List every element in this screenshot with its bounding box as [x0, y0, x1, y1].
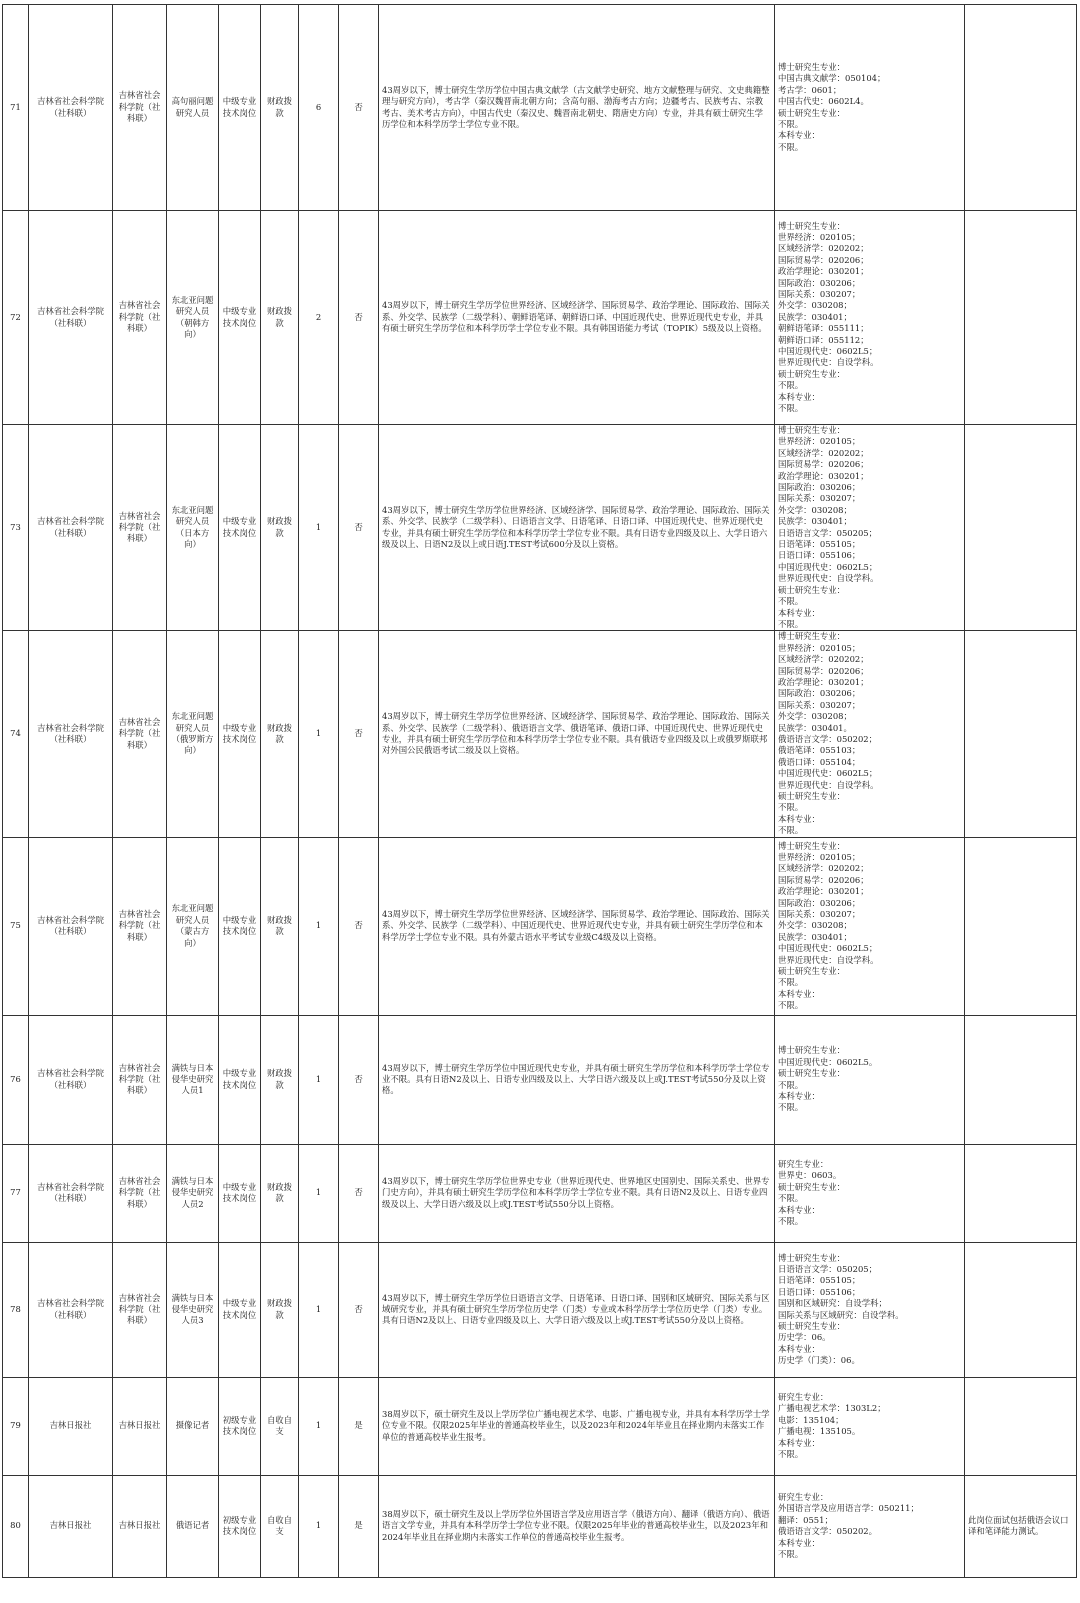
headcount-cell: 1: [299, 631, 339, 837]
major-codes-cell: 博士研究生专业： 世界经济：020105； 区域经济学：020202； 国际贸易学：020206； 政治学理论：030201； 国际政治：030206； 国际关系：030207； 外交学：030208； 民族学：030401； 朝鲜语笔译：055111； 朝鲜语口译：055112； 中国近现代史：0602L5； 世界近现代史：自设学科。 硕士研究生专业： 不限。 本科专业： 不限。: [775, 211, 965, 425]
headcount-cell: 2: [299, 211, 339, 425]
table-row: [3, 631, 1077, 837]
requirement-cell: 43周岁以下，博士研究生学历学位世界史专业（世界近现代史、世界地区史国别史、国际关系史、世界专门史方向），并具有硕士研究生学历学位和本科学历学士学位专业不限。具有日语N2及以上、日语专业四级及以上、大学日语六级及以上或J.TEST考试550分以上资格。: [379, 1144, 775, 1242]
unit-cell: 吉林省社会科学院（社科联）: [29, 837, 113, 1015]
table-row: [3, 1144, 1077, 1242]
note-cell: [965, 425, 1077, 631]
funding-cell: 自收自支: [261, 1475, 299, 1577]
graduate-only-cell: 否: [339, 5, 379, 211]
row-number: 74: [3, 631, 29, 837]
post-level-cell: 中级专业技术岗位: [219, 1144, 261, 1242]
headcount-cell: 6: [299, 5, 339, 211]
post-name-cell: 摄像记者: [167, 1377, 219, 1475]
row-number: 77: [3, 1144, 29, 1242]
graduate-only-cell: 否: [339, 425, 379, 631]
unit-cell: 吉林省社会科学院（社科联）: [29, 1242, 113, 1377]
row-number: 79: [3, 1377, 29, 1475]
graduate-only-cell: 否: [339, 1144, 379, 1242]
department-cell: 吉林省社会科学院（社科联）: [113, 837, 167, 1015]
graduate-only-cell: 否: [339, 837, 379, 1015]
post-name-cell: 高句丽问题研究人员: [167, 5, 219, 211]
requirement-cell: 43周岁以下，博士研究生学历学位中国近现代史专业，并具有硕士研究生学历学位和本科学历学士学位专业不限。具有日语N2及以上、日语专业四级及以上、大学日语六级及以上或J.TEST考试550分及以上资格。: [379, 1015, 775, 1144]
unit-cell: 吉林省社会科学院（社科联）: [29, 1015, 113, 1144]
table-row: [3, 211, 1077, 425]
row-number: 71: [3, 5, 29, 211]
unit-cell: 吉林省社会科学院（社科联）: [29, 5, 113, 211]
department-cell: 吉林日报社: [113, 1377, 167, 1475]
post-level-cell: 中级专业技术岗位: [219, 211, 261, 425]
headcount-cell: 1: [299, 1144, 339, 1242]
note-cell: [965, 211, 1077, 425]
funding-cell: 自收自支: [261, 1377, 299, 1475]
row-number: 75: [3, 837, 29, 1015]
post-level-cell: 中级专业技术岗位: [219, 1242, 261, 1377]
requirement-cell: 43周岁以下，博士研究生学历学位世界经济、区域经济学、国际贸易学、政治学理论、国际政治、国际关系、外交学、民族学（二级学科）、中国近现代史、世界近现代史专业，并具有硕士研究生学历学位和本科学历学士学位专业不限。具有外蒙古语水平考试专业级C4级及以上资格。: [379, 837, 775, 1015]
funding-cell: 财政拨款: [261, 1242, 299, 1377]
unit-cell: 吉林省社会科学院（社科联）: [29, 211, 113, 425]
headcount-cell: 1: [299, 1377, 339, 1475]
requirement-cell: 38周岁以下，硕士研究生及以上学历学位外国语言学及应用语言学（俄语方向）、翻译（俄语方向）、俄语语言文学专业，并具有本科学历学士学位专业不限。仅限2025年毕业的普通高校毕业生，以及2023年和2024年毕业且在择业期内未落实工作单位的普通高校毕业生报考。: [379, 1475, 775, 1577]
headcount-cell: 1: [299, 1015, 339, 1144]
requirement-cell: 43周岁以下，博士研究生学历学位日语语言文学、日语笔译、日语口译、国别和区域研究、国际关系与区域研究专业，并具有硕士研究生学历学位历史学（门类）专业或本科学历学士学位历史学（门类）专业。具有日语N2及以上、日语专业四级及以上、大学日语六级及以上或J.TEST考试550分及以上资格。: [379, 1242, 775, 1377]
post-level-cell: 中级专业技术岗位: [219, 837, 261, 1015]
post-name-cell: 东北亚问题研究人员（蒙古方向）: [167, 837, 219, 1015]
graduate-only-cell: 是: [339, 1377, 379, 1475]
funding-cell: 财政拨款: [261, 837, 299, 1015]
unit-cell: 吉林省社会科学院（社科联）: [29, 425, 113, 631]
table-body: [3, 5, 1077, 1578]
requirement-cell: 43周岁以下，博士研究生学历学位世界经济、区域经济学、国际贸易学、政治学理论、国际政治、国际关系、外交学、民族学（二级学科）、日语语言文学、日语笔译、日语口译、中国近现代史、世界近现代史专业，并具有硕士研究生学历学位和本科学历学士学位专业不限。具有日语专业四级及以上、大学日语六级及以上、日语N2及以上或日语J.TEST考试600分及以上资格。: [379, 425, 775, 631]
table-row: [3, 5, 1077, 211]
note-cell: 此岗位面试包括俄语会议口译和笔译能力测试。: [965, 1475, 1077, 1577]
post-name-cell: 东北亚问题研究人员（俄罗斯方向）: [167, 631, 219, 837]
row-number: 76: [3, 1015, 29, 1144]
graduate-only-cell: 否: [339, 631, 379, 837]
row-number: 78: [3, 1242, 29, 1377]
note-cell: [965, 1242, 1077, 1377]
major-codes-cell: 研究生专业： 外国语言学及应用语言学：050211； 翻译：0551； 俄语语言文学：050202。 本科专业： 不限。: [775, 1475, 965, 1577]
requirement-cell: 43周岁以下，博士研究生学历学位中国古典文献学（古文献学史研究、地方文献整理与研究、文史典籍整理与研究方向），考古学（秦汉魏晋南北朝方向；含高句丽、渤海考古方向；边疆考古、民族考古、宗教考古、美术考古方向），中国古代史（秦汉史、魏晋南北朝史、隋唐史方向）专业，并具有硕士研究生学历学位和本科学历学士学位专业不限。: [379, 5, 775, 211]
major-codes-cell: 研究生专业： 世界史：0603。 硕士研究生专业： 不限。 本科专业： 不限。: [775, 1144, 965, 1242]
graduate-only-cell: 否: [339, 1015, 379, 1144]
requirement-cell: 43周岁以下，博士研究生学历学位世界经济、区域经济学、国际贸易学、政治学理论、国际政治、国际关系、外交学、民族学（二级学科）、俄语语言文学、俄语笔译、俄语口译、中国近现代史、世界近现代史专业，并具有硕士研究生学历学位和本科学历学士学位专业不限。具有俄语专业四级及以上或俄罗斯联邦对外国公民俄语考试二级及以上资格。: [379, 631, 775, 837]
graduate-only-cell: 是: [339, 1475, 379, 1577]
department-cell: 吉林省社会科学院（社科联）: [113, 1144, 167, 1242]
headcount-cell: 1: [299, 837, 339, 1015]
recruitment-table: [2, 4, 1077, 1578]
note-cell: [965, 837, 1077, 1015]
requirement-cell: 38周岁以下，硕士研究生及以上学历学位广播电视艺术学、电影、广播电视专业，并具有本科学历学士学位专业不限。仅限2025年毕业的普通高校毕业生，以及2023年和2024年毕业且在择业期内未落实工作单位的普通高校毕业生报考。: [379, 1377, 775, 1475]
note-cell: [965, 1144, 1077, 1242]
table-row: [3, 837, 1077, 1015]
post-name-cell: 满铁与日本侵华史研究人员2: [167, 1144, 219, 1242]
department-cell: 吉林省社会科学院（社科联）: [113, 425, 167, 631]
major-codes-cell: 博士研究生专业： 世界经济：020105； 区域经济学：020202； 国际贸易学：020206； 政治学理论：030201； 国际政治：030206； 国际关系：030207； 外交学：030208； 民族学：030401； 中国近现代史：0602L5； 世界近现代史：自设学科。 硕士研究生专业： 不限。 本科专业： 不限。: [775, 837, 965, 1015]
table-row: [3, 1377, 1077, 1475]
note-cell: [965, 1377, 1077, 1475]
post-level-cell: 中级专业技术岗位: [219, 631, 261, 837]
headcount-cell: 1: [299, 1475, 339, 1577]
post-name-cell: 俄语记者: [167, 1475, 219, 1577]
graduate-only-cell: 否: [339, 1242, 379, 1377]
graduate-only-cell: 否: [339, 211, 379, 425]
department-cell: 吉林省社会科学院（社科联）: [113, 631, 167, 837]
major-codes-cell: 博士研究生专业： 世界经济：020105； 区域经济学：020202； 国际贸易学：020206； 政治学理论：030201； 国际政治：030206； 国际关系：030207； 外交学：030208； 民族学：030401； 日语语言文学：050205； 日语笔译：055105； 日语口译：055106； 中国近现代史：0602L5； 世界近现代史：自设学科。 硕士研究生专业： 不限。 本科专业： 不限。: [775, 425, 965, 631]
department-cell: 吉林省社会科学院（社科联）: [113, 1242, 167, 1377]
headcount-cell: 1: [299, 425, 339, 631]
post-name-cell: 东北亚问题研究人员（日本方向）: [167, 425, 219, 631]
row-number: 72: [3, 211, 29, 425]
post-level-cell: 中级专业技术岗位: [219, 425, 261, 631]
department-cell: 吉林日报社: [113, 1475, 167, 1577]
table-row: [3, 1475, 1077, 1577]
note-cell: [965, 631, 1077, 837]
post-level-cell: 初级专业技术岗位: [219, 1377, 261, 1475]
funding-cell: 财政拨款: [261, 1015, 299, 1144]
row-number: 73: [3, 425, 29, 631]
table-row: [3, 1242, 1077, 1377]
major-codes-cell: 博士研究生专业： 日语语言文学：050205； 日语笔译：055105； 日语口译：055106； 国别和区域研究：自设学科； 国际关系与区域研究：自设学科。 硕士研究生专业： 历史学：06。 本科专业： 历史学（门类）：06。: [775, 1242, 965, 1377]
funding-cell: 财政拨款: [261, 1144, 299, 1242]
major-codes-cell: 博士研究生专业： 世界经济：020105； 区域经济学：020202； 国际贸易学：020206； 政治学理论：030201； 国际政治：030206； 国际关系：030207； 外交学：030208； 民族学：030401。 俄语语言文学：050202； 俄语笔译：055103； 俄语口译：055104； 中国近现代史：0602L5； 世界近现代史：自设学科。 硕士研究生专业： 不限。 本科专业： 不限。: [775, 631, 965, 837]
post-name-cell: 满铁与日本侵华史研究人员3: [167, 1242, 219, 1377]
unit-cell: 吉林省社会科学院（社科联）: [29, 1144, 113, 1242]
headcount-cell: 1: [299, 1242, 339, 1377]
department-cell: 吉林省社会科学院（社科联）: [113, 211, 167, 425]
requirement-cell: 43周岁以下，博士研究生学历学位世界经济、区域经济学、国际贸易学、政治学理论、国际政治、国际关系、外交学、民族学（二级学科）、朝鲜语笔译、朝鲜语口译、中国近现代史、世界近现代史专业，并具有硕士研究生学历学位和本科学历学士学位专业不限。具有韩国语能力考试（TOPIK）5级及以上资格。: [379, 211, 775, 425]
major-codes-cell: 研究生专业： 广播电视艺术学：1303L2； 电影：135104； 广播电视：135105。 本科专业： 不限。: [775, 1377, 965, 1475]
table-row: [3, 1015, 1077, 1144]
funding-cell: 财政拨款: [261, 211, 299, 425]
note-cell: [965, 1015, 1077, 1144]
post-name-cell: 满铁与日本侵华史研究人员1: [167, 1015, 219, 1144]
funding-cell: 财政拨款: [261, 5, 299, 211]
funding-cell: 财政拨款: [261, 425, 299, 631]
unit-cell: 吉林日报社: [29, 1377, 113, 1475]
major-codes-cell: 博士研究生专业： 中国近现代史：0602L5。 硕士研究生专业： 不限。 本科专业： 不限。: [775, 1015, 965, 1144]
table-row: [3, 425, 1077, 631]
row-number: 80: [3, 1475, 29, 1577]
note-cell: [965, 5, 1077, 211]
unit-cell: 吉林省社会科学院（社科联）: [29, 631, 113, 837]
unit-cell: 吉林日报社: [29, 1475, 113, 1577]
post-level-cell: 中级专业技术岗位: [219, 5, 261, 211]
funding-cell: 财政拨款: [261, 631, 299, 837]
major-codes-cell: 博士研究生专业： 中国古典文献学：050104； 考古学：0601； 中国古代史：0602L4。 硕士研究生专业： 不限。 本科专业： 不限。: [775, 5, 965, 211]
department-cell: 吉林省社会科学院（社科联）: [113, 5, 167, 211]
post-level-cell: 中级专业技术岗位: [219, 1015, 261, 1144]
post-level-cell: 初级专业技术岗位: [219, 1475, 261, 1577]
post-name-cell: 东北亚问题研究人员（朝韩方向）: [167, 211, 219, 425]
department-cell: 吉林省社会科学院（社科联）: [113, 1015, 167, 1144]
